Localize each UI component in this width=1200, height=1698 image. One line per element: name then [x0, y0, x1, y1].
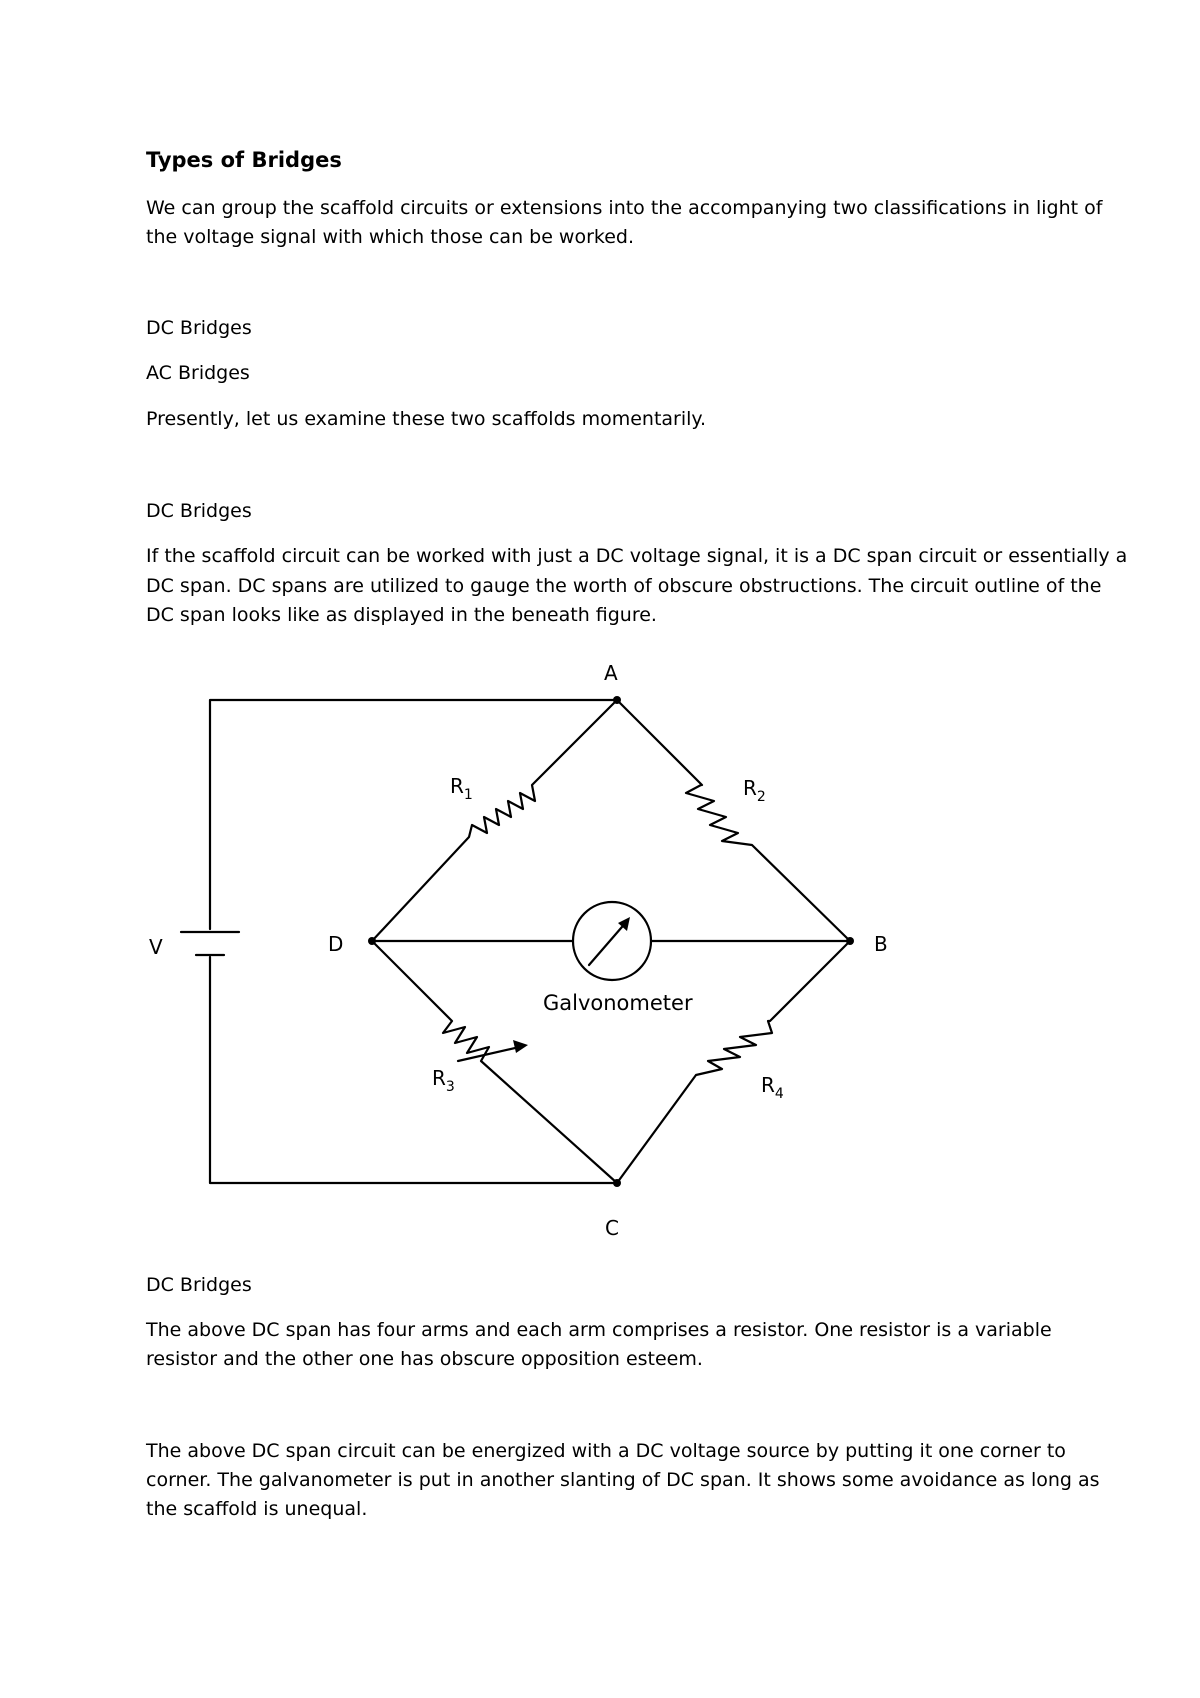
- dc-paragraph-line-1: If the scaffold circuit can be worked with just a DC voltage signal, it is a DC span circuit or essentially a: [146, 545, 1128, 567]
- dc-paragraph-line-3: DC span looks like as displayed in the beneath figure.: [146, 604, 657, 626]
- galvanometer-label: Galvonometer: [543, 991, 693, 1015]
- list-item-dc: DC Bridges: [146, 317, 252, 339]
- r1-label: $R_1$: [450, 774, 473, 803]
- node-d-label: D: [328, 932, 344, 956]
- galvanometer-needle: [589, 920, 628, 965]
- galvanometer-symbol: [573, 902, 651, 980]
- resistor-r4: [617, 941, 850, 1183]
- list-item-ac: AC Bridges: [146, 362, 250, 384]
- node-b-dot: [846, 937, 854, 945]
- source-label: V: [149, 935, 163, 959]
- energize-paragraph-line-1: The above DC span circuit can be energized with a DC voltage source by putting it one corner to: [146, 1440, 1066, 1462]
- r3-label: $R_3$: [432, 1066, 455, 1095]
- section-heading-dc: DC Bridges: [146, 500, 252, 522]
- node-a-dot: [613, 696, 621, 704]
- r2-label: $R_2$: [743, 776, 766, 805]
- energize-paragraph-line-3: the scaffold is unequal.: [146, 1498, 368, 1520]
- node-b-label: B: [874, 932, 888, 956]
- dc-paragraph-line-2: DC span. DC spans are utilized to gauge the worth of obscure obstructions. The circuit outline of the: [146, 575, 1102, 597]
- arms-paragraph-line-2: resistor and the other one has obscure opposition esteem.: [146, 1348, 703, 1370]
- presently-text: Presently, let us examine these two scaffolds momentarily.: [146, 408, 706, 430]
- page-title: Types of Bridges: [146, 148, 342, 172]
- arms-paragraph-line-1: The above DC span has four arms and each arm comprises a resistor. One resistor is a variable: [146, 1319, 1052, 1341]
- intro-line-2: the voltage signal with which those can be worked.: [146, 226, 635, 248]
- r4-label: $R_4$: [761, 1073, 784, 1102]
- section-heading-dc-2: DC Bridges: [146, 1274, 252, 1296]
- intro-line-1: We can group the scaffold circuits or extensions into the accompanying two classifications in light of: [146, 197, 1103, 219]
- resistor-r3: [372, 941, 617, 1183]
- node-d-dot: [368, 937, 376, 945]
- supply-wire-top: [210, 700, 617, 929]
- node-c-dot: [613, 1179, 621, 1187]
- node-c-label: C: [605, 1216, 619, 1240]
- node-a-label: A: [604, 661, 618, 685]
- resistor-r2: [617, 700, 850, 941]
- energize-paragraph-line-2: corner. The galvanometer is put in another slanting of DC span. It shows some avoidance as long as: [146, 1469, 1100, 1491]
- variable-arrow-head: [513, 1040, 528, 1053]
- resistor-r1: [372, 700, 617, 941]
